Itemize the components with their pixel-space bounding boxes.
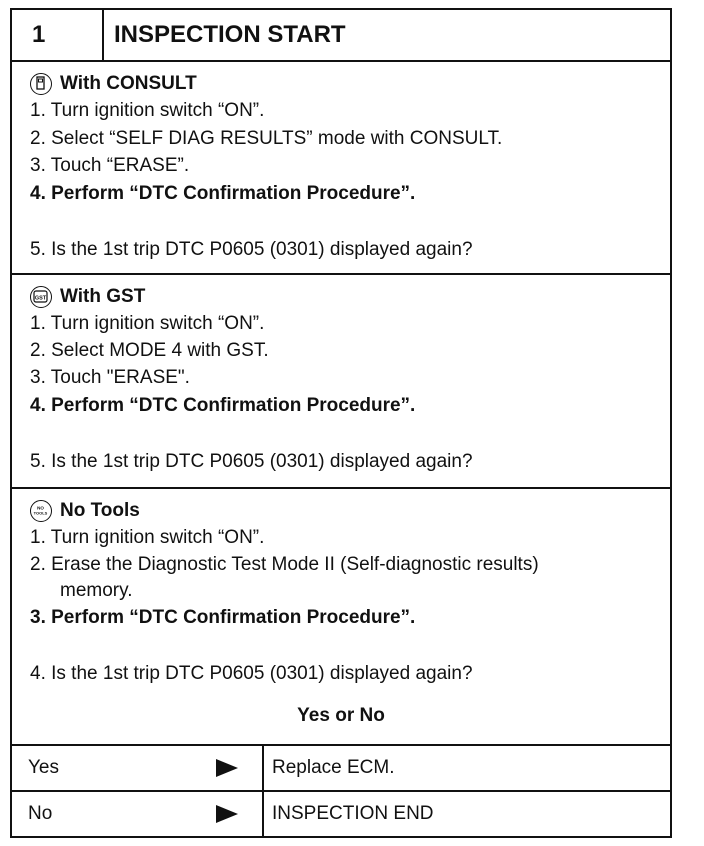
consult-step-1: 1. Turn ignition switch “ON”. [30,100,265,121]
gst-step-1: 1. Turn ignition switch “ON”. [30,313,265,334]
no-tools-step-2: 2. Erase the Diagnostic Test Mode II (Self-diagnostic results) [30,554,539,575]
column-divider [262,792,264,836]
gst-step-2: 2. Select MODE 4 with GST. [30,340,269,361]
gst-heading-label: With GST [60,286,146,307]
svg-text:NO: NO [37,505,44,511]
step-title: INSPECTION START [114,21,346,48]
consult-icon [30,73,52,95]
svg-text:TOOLS: TOOLS [33,510,48,516]
no-tools-section [12,489,670,744]
gst-heading [30,286,145,308]
no-tools-step-1: 1. Turn ignition switch “ON”. [30,527,265,548]
answer-row-no [12,790,670,836]
answer-row-yes [12,744,670,790]
consult-step-2: 2. Select “SELF DIAG RESULTS” mode with CONSULT. [30,128,503,149]
no-tools-icon [30,500,52,522]
consult-step-3: 3. Touch “ERASE”. [30,155,190,176]
no-tools-heading [30,500,140,522]
answer-yes-label: Yes [28,757,59,778]
consult-step-5: 5. Is the 1st trip DTC P0605 (0301) displayed again? [30,239,473,260]
table-header [12,10,670,62]
answer-yes-result: Replace ECM. [272,757,395,778]
inspection-table [10,8,672,838]
gst-step-3: 3. Touch "ERASE". [30,367,190,388]
step-number: 1 [12,10,104,60]
no-tools-step-4: 4. Is the 1st trip DTC P0605 (0301) displayed again? [30,663,473,684]
no-tools-step-2-cont: memory. [60,580,133,601]
consult-step-4: 4. Perform “DTC Confirmation Procedure”. [30,183,416,204]
svg-text:GST: GST [34,295,47,302]
no-tools-heading-label: No Tools [60,500,140,521]
consult-heading-label: With CONSULT [60,73,197,94]
answer-no-result: INSPECTION END [272,803,434,824]
yes-or-no-question: Yes or No [297,705,385,726]
arrow-right-icon [216,805,238,823]
consult-heading [30,73,197,95]
consult-section [12,62,670,275]
gst-step-5: 5. Is the 1st trip DTC P0605 (0301) displayed again? [30,451,473,472]
column-divider [262,746,264,790]
gst-step-4: 4. Perform “DTC Confirmation Procedure”. [30,395,416,416]
answer-no-label: No [28,803,53,824]
gst-icon [30,286,52,308]
no-tools-step-3: 3. Perform “DTC Confirmation Procedure”. [30,607,416,628]
gst-section [12,275,670,489]
arrow-right-icon [216,759,238,777]
